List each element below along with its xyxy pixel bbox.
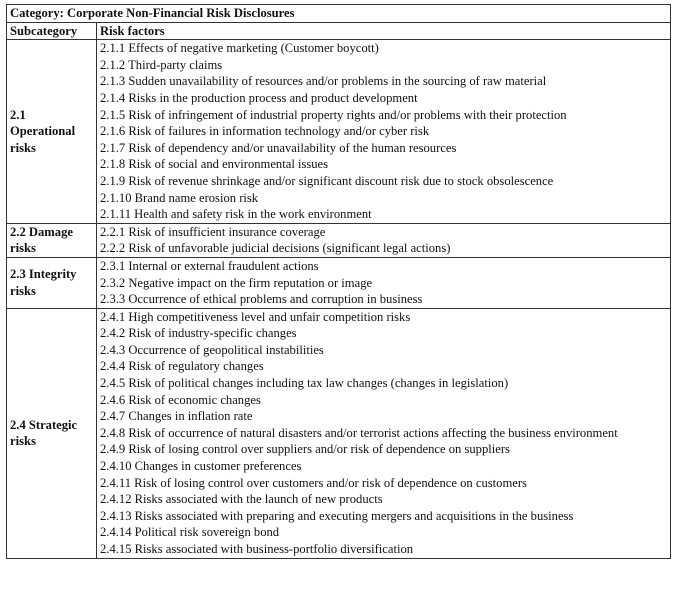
risk-factor-item: 2.4.9 Risk of losing control over suppliers and/or risk of dependence on suppliers [100, 442, 510, 457]
risk-factor-item: 2.2.2 Risk of unfavorable judicial decisions (significant legal actions) [100, 241, 451, 256]
subcategory-cell: 2.1 Operational risks [7, 40, 97, 224]
risk-factor-item: 2.1.11 Health and safety risk in the work environment [100, 207, 372, 222]
risk-factor-item: 2.4.2 Risk of industry-specific changes [100, 326, 297, 341]
table-row [7, 308, 671, 558]
header-subcategory: Subcategory [7, 22, 97, 40]
risk-factor-item: 2.4.10 Changes in customer preferences [100, 459, 302, 474]
risk-factor-item: 2.4.7 Changes in inflation rate [100, 409, 253, 424]
table-caption: Category: Corporate Non-Financial Risk Disclosures [7, 5, 671, 23]
table-row [7, 40, 671, 224]
risk-factor-item: 2.4.12 Risks associated with the launch of new products [100, 492, 383, 507]
risk-factor-item: 2.3.2 Negative impact on the firm reputation or image [100, 275, 373, 290]
risk-factor-item: 2.4.4 Risk of regulatory changes [100, 359, 264, 374]
risk-factor-item: 2.4.11 Risk of losing control over customers and/or risk of dependence on customers [100, 475, 527, 490]
table-header-row [7, 22, 671, 40]
risk-factor-item: 2.4.13 Risks associated with preparing and executing mergers and acquisitions in the business [100, 508, 574, 523]
risk-factor-item: 2.1.3 Sudden unavailability of resources and/or problems in the sourcing of raw material [100, 74, 547, 89]
risk-factor-item: 2.2.1 Risk of insufficient insurance coverage [100, 224, 326, 239]
risk-factor-item: 2.1.1 Effects of negative marketing (Customer boycott) [100, 41, 379, 56]
table-caption-row [7, 5, 671, 23]
risk-factor-item: 2.1.6 Risk of failures in information technology and/or cyber risk [100, 124, 430, 139]
subcategory-cell: 2.3 Integrity risks [7, 257, 97, 308]
subcategory-cell: 2.2 Damage risks [7, 223, 97, 257]
risk-factor-item: 2.4.1 High competitiveness level and unfair competition risks [100, 309, 411, 324]
risk-factor-item: 2.1.9 Risk of revenue shrinkage and/or significant discount risk due to stock obsolescence [100, 173, 554, 188]
risk-disclosure-table [6, 4, 671, 559]
risk-factor-item: 2.4.14 Political risk sovereign bond [100, 525, 280, 540]
risk-factors-cell [97, 40, 671, 224]
risk-factor-item: 2.1.2 Third-party claims [100, 57, 223, 72]
risk-factor-item: 2.1.5 Risk of infringement of industrial property rights and/or problems with their protection [100, 107, 567, 122]
risk-factor-item: 2.1.7 Risk of dependency and/or unavailability of the human resources [100, 140, 457, 155]
risk-factor-item: 2.4.15 Risks associated with business-portfolio diversification [100, 542, 414, 556]
risk-factor-item: 2.3.1 Internal or external fraudulent actions [100, 258, 319, 273]
risk-factor-item: 2.4.6 Risk of economic changes [100, 392, 261, 407]
table-row [7, 257, 671, 308]
header-risk-factors: Risk factors [97, 22, 671, 40]
subcategory-cell: 2.4 Strategic risks [7, 308, 97, 558]
risk-factor-item: 2.4.8 Risk of occurrence of natural disasters and/or terrorist actions affecting the business environment [100, 425, 618, 440]
risk-factors-cell [97, 223, 671, 257]
risk-factor-item: 2.1.4 Risks in the production process and product development [100, 90, 418, 105]
risk-factors-cell [97, 308, 671, 558]
risk-factor-item: 2.4.3 Occurrence of geopolitical instabilities [100, 342, 324, 357]
risk-factor-item: 2.1.10 Brand name erosion risk [100, 190, 259, 205]
table-row [7, 223, 671, 257]
risk-factor-item: 2.3.3 Occurrence of ethical problems and corruption in business [100, 292, 423, 307]
risk-factor-item: 2.4.5 Risk of political changes including tax law changes (changes in legislation) [100, 376, 509, 391]
risk-factor-item: 2.1.8 Risk of social and environmental issues [100, 157, 329, 172]
risk-factors-cell [97, 257, 671, 308]
